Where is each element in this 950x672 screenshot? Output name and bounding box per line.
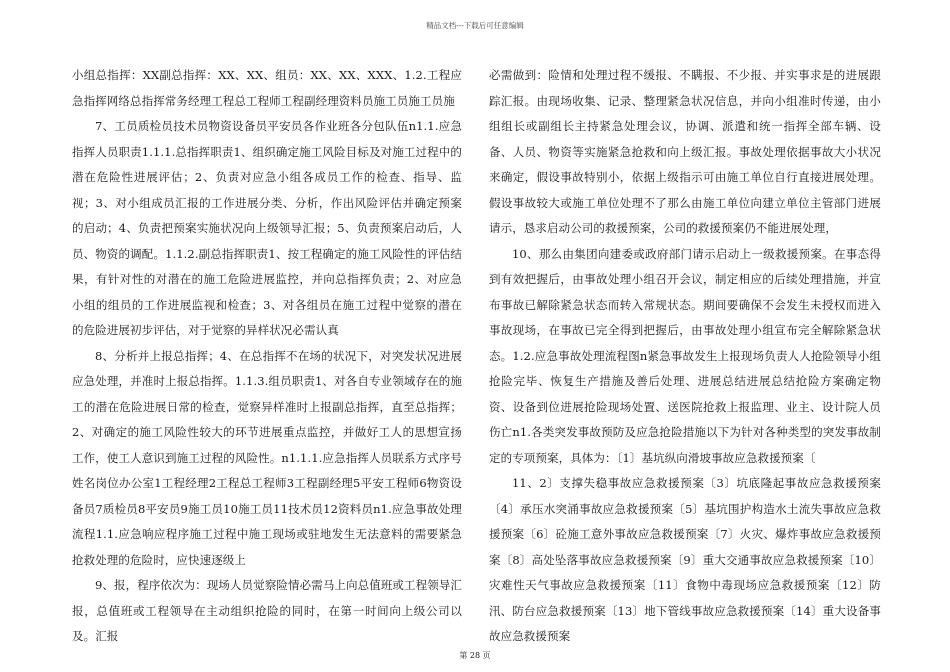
page-number: 第 28 页	[459, 651, 491, 660]
paragraph: 8、分析并上报总指挥；4、在总指挥不在场的状况下，对突发状况进展应急处理，并准时上报总指挥。1.1.3.组员职责1、对各自专业领域存在的施工的潜在危险进展日常的检查，觉察异样准时上报副总指挥，直至总指挥；2、对确定的施工风险性较大的环节进展重点监控，并做好工人的思想宣扬工作，使工人意识到施工过程的风险性。n1.1.1.应急指挥人员联系方式序号姓名岗位办公室1工程经理2工程总工程师3工程副经理5平安工程师6物资设备员7质检员8平安员9施工员10施工员11技术员12资料员n1.应急事故处理流程1.1.应急响应程序施工过程中施工现场或驻地发生无法意料的需要紧急抢救处理的危险时，应快速逐级上	[72, 348, 462, 567]
paragraph: 7、工员质检员技术员物资设备员平安员各作业班各分包队伍n1.1.应急指挥人员职责1.1.1.总指挥职责1、组织确定施工风险目标及对施工过程中的潜在危险性进展评估；2、负责对应急小组各成员工作的检查、指导、监视；3、对小组成员汇报的工作进展分类、分析，作出风险评估并确定预案的启动；4、负责把预案实施状况向上级领导汇报；5、负责预案启动后，人员、物资的调配。1.1.2.副总指挥职责1、按工程确定的施工风险性的评估结果，有针对性的对潜在的施工危险进展监控，并向总指挥负责；2、对应急小组的组员的工作进展监视和检查；3、对各组员在施工过程中觉察的潜在的危险进展初步评估，对于觉察的异样状况必需认真	[72, 119, 462, 337]
paragraph: 10、那么由集团向建委或政府部门请示启动上一级救援预案。在事态得到有效把握后，由事故处理小组召开会议，制定相应的后续处理措施，并宣布事故已解除紧急状态而转入常规状态。期间要确保不会发生未授权而进入事故现场，在事故已完全得到把握后，由事故处理小组宣布完全解除紧急状态。1.2.应急事故处理流程图n紧急事故发生上报现场负责人人抢险领导小组抢险完毕、恢复生产措施及善后处理、进展总结进展总结抢险方案确定物资、设备到位进展抢险现场处置、送医院抢救上报监理、业主、设计院人员伤亡n1.各类突发事故预防及应急抢险措施以下为针对各种类型的突发事故制定的专项预案，具体为：〔1〕基坑纵向滑坡事故应急救援预案〔	[489, 246, 881, 465]
right-column	[489, 63, 881, 650]
paragraph: 小组总指挥：XX副总指挥：XX、XX、组员：XX、XX、XXX、1.2.工程应急指挥网络总指挥常务经理工程总工程师工程副经理资料员施工员施工员施	[72, 68, 462, 108]
left-column	[72, 63, 462, 650]
page-header: 精品文档---下载后可任意编辑	[426, 21, 524, 30]
paragraph: 9、报，程序依次为：现场人员觉察险情必需马上向总值班或工程领导汇报，总值班或工程领导在主动组织抢险的同时，在第一时间向上级公司以及。汇报	[72, 578, 463, 643]
paragraph: 必需做到：险情和处理过程不缓报、不瞒报、不少报、并实事求是的进展跟踪汇报。由现场收集、记录、整理紧急状况信息，并向小组准时传递，由小组组长或副组长主持紧急处理会议，协调、派遣和统一指挥全部车辆、设备、人员、物资等实施紧急抢救和向上级汇报。事故处理依据事故大小状况来确定，假设事故特别小，依据上级指示可由施工单位自行直接进展处理。假设事故较大或施工单位处理不了那么由施工单位向建立单位主管部门进展请示，恳求启动公司的救援预案，公司的救援预案仍不能进展处理，	[489, 68, 881, 235]
paragraph: 11、2〕支撑失稳事故应急救援预案〔3〕坑底隆起事故应急救援预案〔4〕承压水突涌事故应急救援预案〔5〕基坑围护构造水土流失事故应急救援预案〔6〕砼施工意外事故应急救援预案〔7〕火灾、爆炸事故应急救援预案〔8〕高处坠落事故应急救援预案〔9〕重大交通事故应急救援预案〔10〕灾难性天气事故应急救援预案〔11〕食物中毒现场应急救援预案〔12〕防汛、防台应急救援预案〔13〕地下管线事故应急救援预案〔14〕重大设备事故应急救援预案	[489, 476, 881, 643]
